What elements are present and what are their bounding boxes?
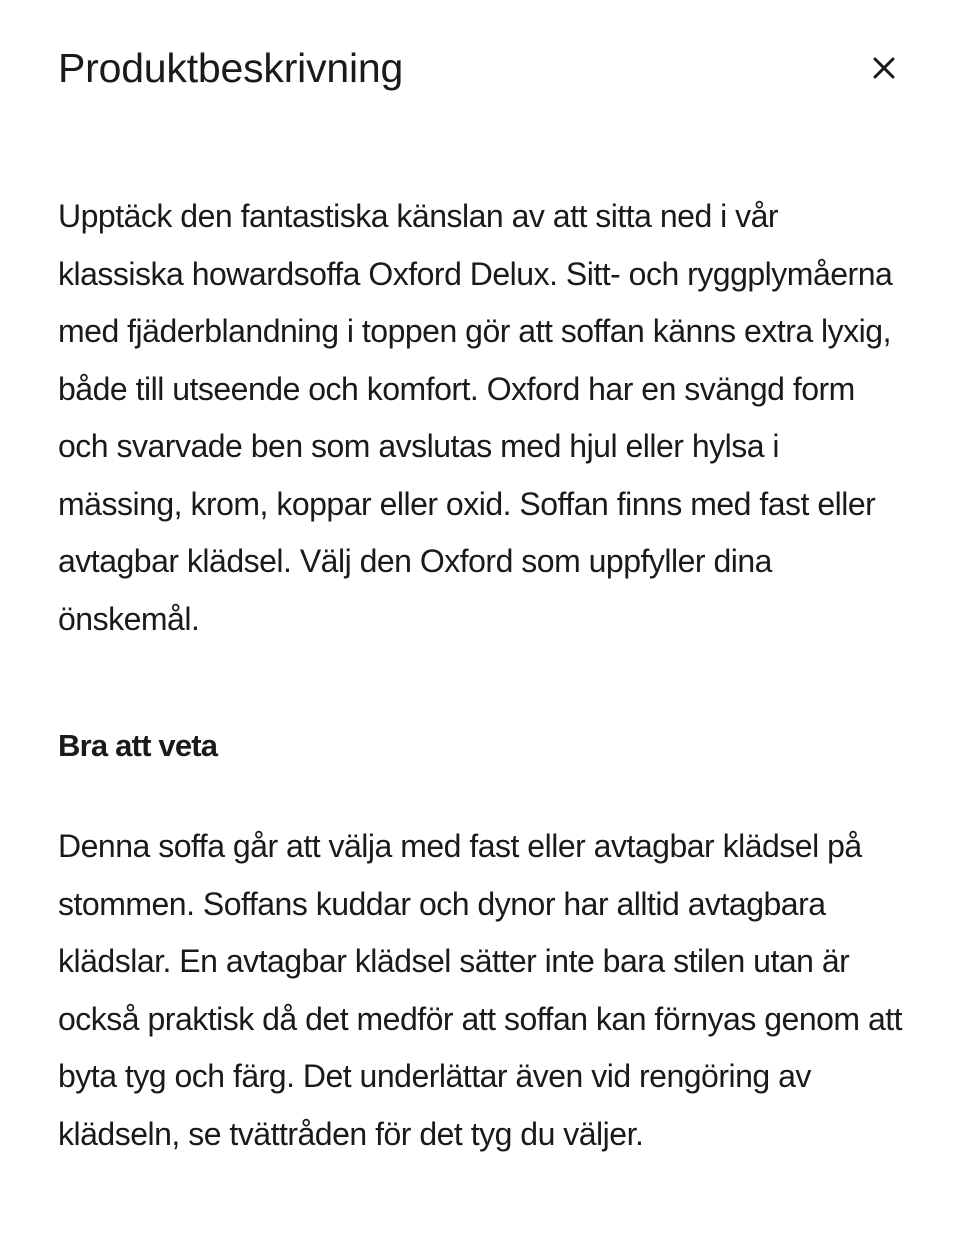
product-description-text: Upptäck den fantastiska känslan av att sitta ned i vår klassiska howardsoffa Oxford Delux. Sitt- och ryggplymåerna med fjäderblandning i toppen gör att soffan känns extra lyxig, både till utseende och komfort. Oxford har en svängd form och svarvade ben som avslutas med hjul eller hylsa i mässing, krom, koppar eller oxid. Soffan finns med fast eller avtagbar klädsel. Välj den Oxford som uppfyller dina önskemål. — [58, 198, 893, 637]
good-to-know-heading: Bra att veta — [58, 728, 218, 763]
close-button[interactable] — [862, 46, 906, 90]
good-to-know-text: Denna soffa går att välja med fast eller avtagbar klädsel på stommen. Soffans kuddar och dynor har alltid avtagbara klädslar. En avtagbar klädsel sätter inte bara stilen utan är också praktisk då det medför att soffan kan förnyas genom att byta tyg och färg. Det underlättar även vid rengöring av klädseln, se tvättråden för det tyg du väljer. — [58, 828, 903, 1152]
modal-content — [58, 188, 908, 1163]
close-icon — [862, 46, 906, 90]
modal-title: Produktbeskrivning — [58, 45, 404, 91]
modal-header — [58, 38, 902, 102]
